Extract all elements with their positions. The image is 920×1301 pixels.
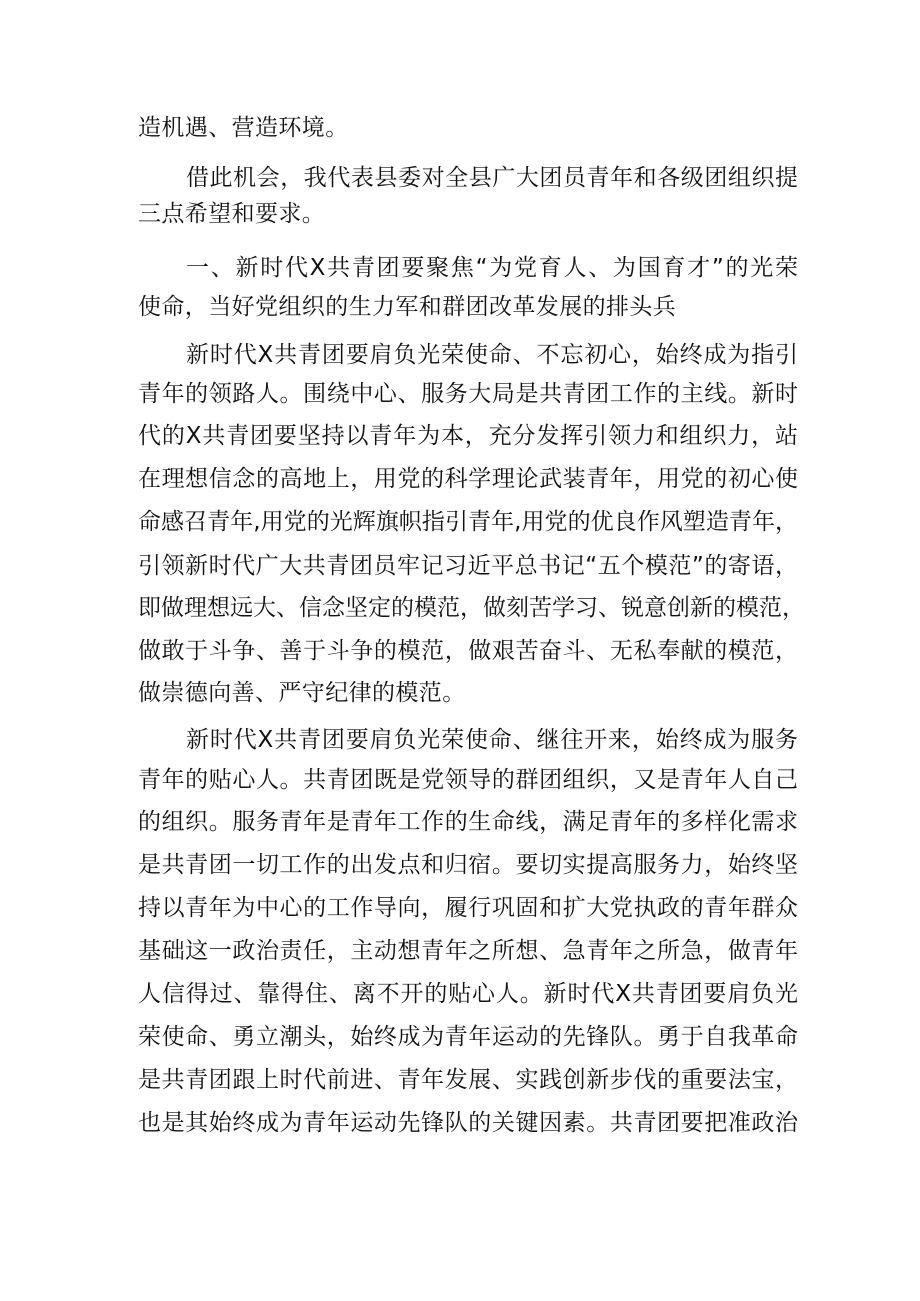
section-heading: 使命，当好党组织的生力军和群团改革发展的排头兵	[138, 294, 677, 320]
text-line: 的组织。服务青年是青年工作的生命线，满足青年的多样化需求	[138, 809, 798, 835]
text-line: 命感召青年,用党的光辉旗帜指引青年,用党的优良作风塑造青年，	[138, 509, 798, 535]
text-line: 即做理想远大、信念坚定的模范，做刻苦学习、锐意创新的模范，	[138, 595, 805, 621]
text-line: 新时代X共青团要肩负光荣使命、不忘初心，始终成为指引	[186, 342, 798, 368]
text-line: 引领新时代广大共青团员牢记习近平总书记“五个模范”的寄语，	[138, 553, 798, 579]
text-line: 人信得过、靠得住、离不开的贴心人。新时代X共青团要肩负光	[138, 981, 798, 1007]
text-line: 借此机会，我代表县委对全县广大团员青年和各级团组织提	[186, 165, 798, 191]
text-line: 代的X共青团要坚持以青年为本，充分发挥引领力和组织力，站	[138, 423, 798, 449]
text-line: 基础这一政治责任，主动想青年之所想、急青年之所急，做青年	[138, 938, 798, 964]
text-line: 在理想信念的高地上，用党的科学理论武装青年，用党的初心使	[138, 466, 798, 492]
text-line: 荣使命、勇立潮头，始终成为青年运动的先锋队。勇于自我革命	[138, 1024, 798, 1050]
text-line: 做敢于斗争、善于斗争的模范，做艰苦奋斗、无私奉献的模范，	[138, 638, 798, 664]
text-line: 也是其始终成为青年运动先锋队的关键因素。共青团要把准政治	[138, 1110, 798, 1136]
text-line: 造机遇、营造环境。	[138, 115, 349, 141]
text-line: 做崇德向善、严守纪律的模范。	[138, 680, 466, 706]
text-line: 是共青团跟上时代前进、青年发展、实践创新步伐的重要法宝，	[138, 1067, 798, 1093]
text-line: 三点希望和要求。	[138, 201, 326, 227]
text-line: 新时代X共青团要肩负光荣使命、继往开来，始终成为服务	[186, 727, 798, 753]
text-line: 持以青年为中心的工作导向，履行巩固和扩大党执政的青年群众	[138, 895, 798, 921]
text-line: 是共青团一切工作的出发点和归宿。要切实提高服务力，始终坚	[138, 852, 798, 878]
section-heading: 一、新时代X共青团要聚焦“为党育人、为国育才”的光荣	[186, 255, 798, 281]
text-line: 青年的贴心人。共青团既是党领导的群团组织，又是青年人自己	[138, 767, 798, 793]
text-line: 青年的领路人。围绕中心、服务大局是共青团工作的主线。新时	[138, 381, 798, 407]
